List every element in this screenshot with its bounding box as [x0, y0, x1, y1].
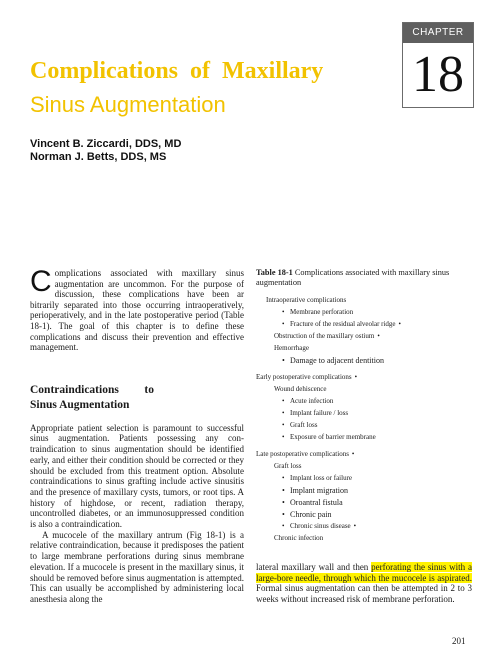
page-number: 201 [452, 636, 466, 646]
chapter-label: CHAPTER [403, 23, 473, 43]
body-paragraph-2: A mucocele of the maxillary antrum (Fig 18-1) is a relative contraindication, because it predisposes the patient to large membrane perforations during sinus membrane elevation. If a mucocele is present in the maxillary sinus, it should be removed before sinus augmentation is attempted. This can usually be accomplished by administering local anesthesia along the [30, 529, 244, 604]
section-heading-word1: Contraindications [30, 383, 119, 396]
continuation-text-start: lateral maxillary wall and then [256, 562, 372, 572]
section-body [30, 423, 244, 605]
table-item: Obstruction of the maxillary ostium • [274, 332, 380, 340]
bullet-icon: • [282, 522, 285, 530]
table-caption [256, 268, 470, 288]
chapter-title-line1: Complications of Maxillary [30, 58, 324, 84]
table-item: • Implant loss or failure [282, 474, 353, 482]
table-item: Graft loss [274, 462, 302, 470]
table-category: Late postoperative complications • [256, 450, 355, 458]
highlighted-text: perforating the sinus with a large-bore needle, through which the mucocele is aspirated. [256, 562, 472, 583]
bullet-icon: • [282, 308, 285, 316]
table-caption-text: Complications associated with maxillary sinus augmentation [256, 268, 450, 287]
table-item: • Chronic sinus disease • [282, 522, 357, 530]
table-group-late [256, 450, 470, 543]
bullet-icon: • [353, 522, 357, 530]
table-item: • Damage to adjacent dentition [282, 356, 384, 365]
author-2: Norman J. Betts, DDS, MS [30, 151, 167, 163]
chapter-number: 18 [412, 46, 464, 103]
intro-text: omplications associated with maxillary sinus augmentation are uncommon. For the purpose of discussion, these complications have been ar bitrarily separated into those occurring intraoperatively, perioperatively, and in the late postoperative period (Table 18-1). The goal of this chapter is to define these complications and discuss their prevention and effective management. [30, 268, 244, 353]
table-item: • Oroantral fistula [282, 498, 343, 507]
chapter-title [30, 54, 390, 122]
complications-table [256, 296, 470, 543]
bullet-icon: • [282, 498, 285, 507]
table-group-early [256, 373, 470, 442]
table-item: • Implant migration [282, 486, 348, 495]
chapter-box [402, 22, 474, 108]
section-heading-line1 [30, 383, 154, 398]
table-item: • Implant failure / loss [282, 409, 349, 417]
section-heading-line2: Sinus Augmentation [30, 398, 130, 411]
body-paragraph-1: Appropriate patient selection is paramount to successful sinus augmentation. Patients possessing any con-traindication to sinus augmentation should be identified early, and either their condition should be corrected or they should be excluded from this treatment option. Absolute contraindications to sinus grafting include active sinusitis and the presence of maxillary cysts, tumors, or root tips. A history of highdose, or recent, radiation therapy, uncontrolled diabetes, or an immunosuppressed condition is also a contraindication. [30, 422, 244, 530]
continuation-text-end: Formal sinus augmentation can then be attempted in 2 to 3 weeks without increased risk of membrane perforation. [256, 583, 472, 605]
chapter-title-line2: Sinus Augmentation [30, 92, 226, 117]
table-item: Chronic infection [274, 534, 324, 542]
right-column [256, 268, 470, 546]
drop-cap: C [30, 265, 52, 298]
bullet-icon: • [282, 356, 285, 365]
bullet-icon: • [377, 332, 380, 340]
table-group-intraoperative [256, 296, 470, 365]
bullet-icon: • [282, 486, 285, 495]
section-heading-word2: to [144, 383, 154, 396]
table-item: • Graft loss [282, 421, 318, 429]
table-category: Intraoperative complications [266, 296, 347, 304]
continuation-paragraph [256, 562, 472, 605]
bullet-icon: • [351, 450, 355, 458]
bullet-icon: • [282, 510, 285, 519]
bullet-icon: • [282, 397, 285, 405]
table-item: • Chronic pain [282, 510, 332, 519]
bullet-icon: • [282, 474, 285, 482]
bullet-icon: • [282, 433, 285, 441]
author-1: Vincent B. Ziccardi, DDS, MD [30, 138, 182, 150]
table-item: • Membrane perforation [282, 308, 354, 316]
table-item: • Acute infection [282, 397, 334, 405]
table-category: Early postoperative complications • [256, 373, 358, 381]
table-item: Wound dehiscence [274, 385, 327, 393]
left-column [30, 265, 244, 605]
bullet-icon: • [354, 373, 358, 381]
table-item: Hemorrhage [274, 344, 309, 352]
bullet-icon: • [282, 320, 285, 328]
bullet-icon: • [398, 320, 401, 328]
section-heading [30, 383, 244, 413]
bullet-icon: • [282, 421, 285, 429]
intro-paragraph [30, 265, 244, 353]
authors [30, 138, 181, 164]
table-item: • Fracture of the residual alveolar ridge • [282, 320, 401, 328]
bullet-icon: • [282, 409, 285, 417]
table-item: • Exposure of barrier membrane [282, 433, 376, 441]
table-caption-label: Table 18-1 [256, 268, 293, 277]
